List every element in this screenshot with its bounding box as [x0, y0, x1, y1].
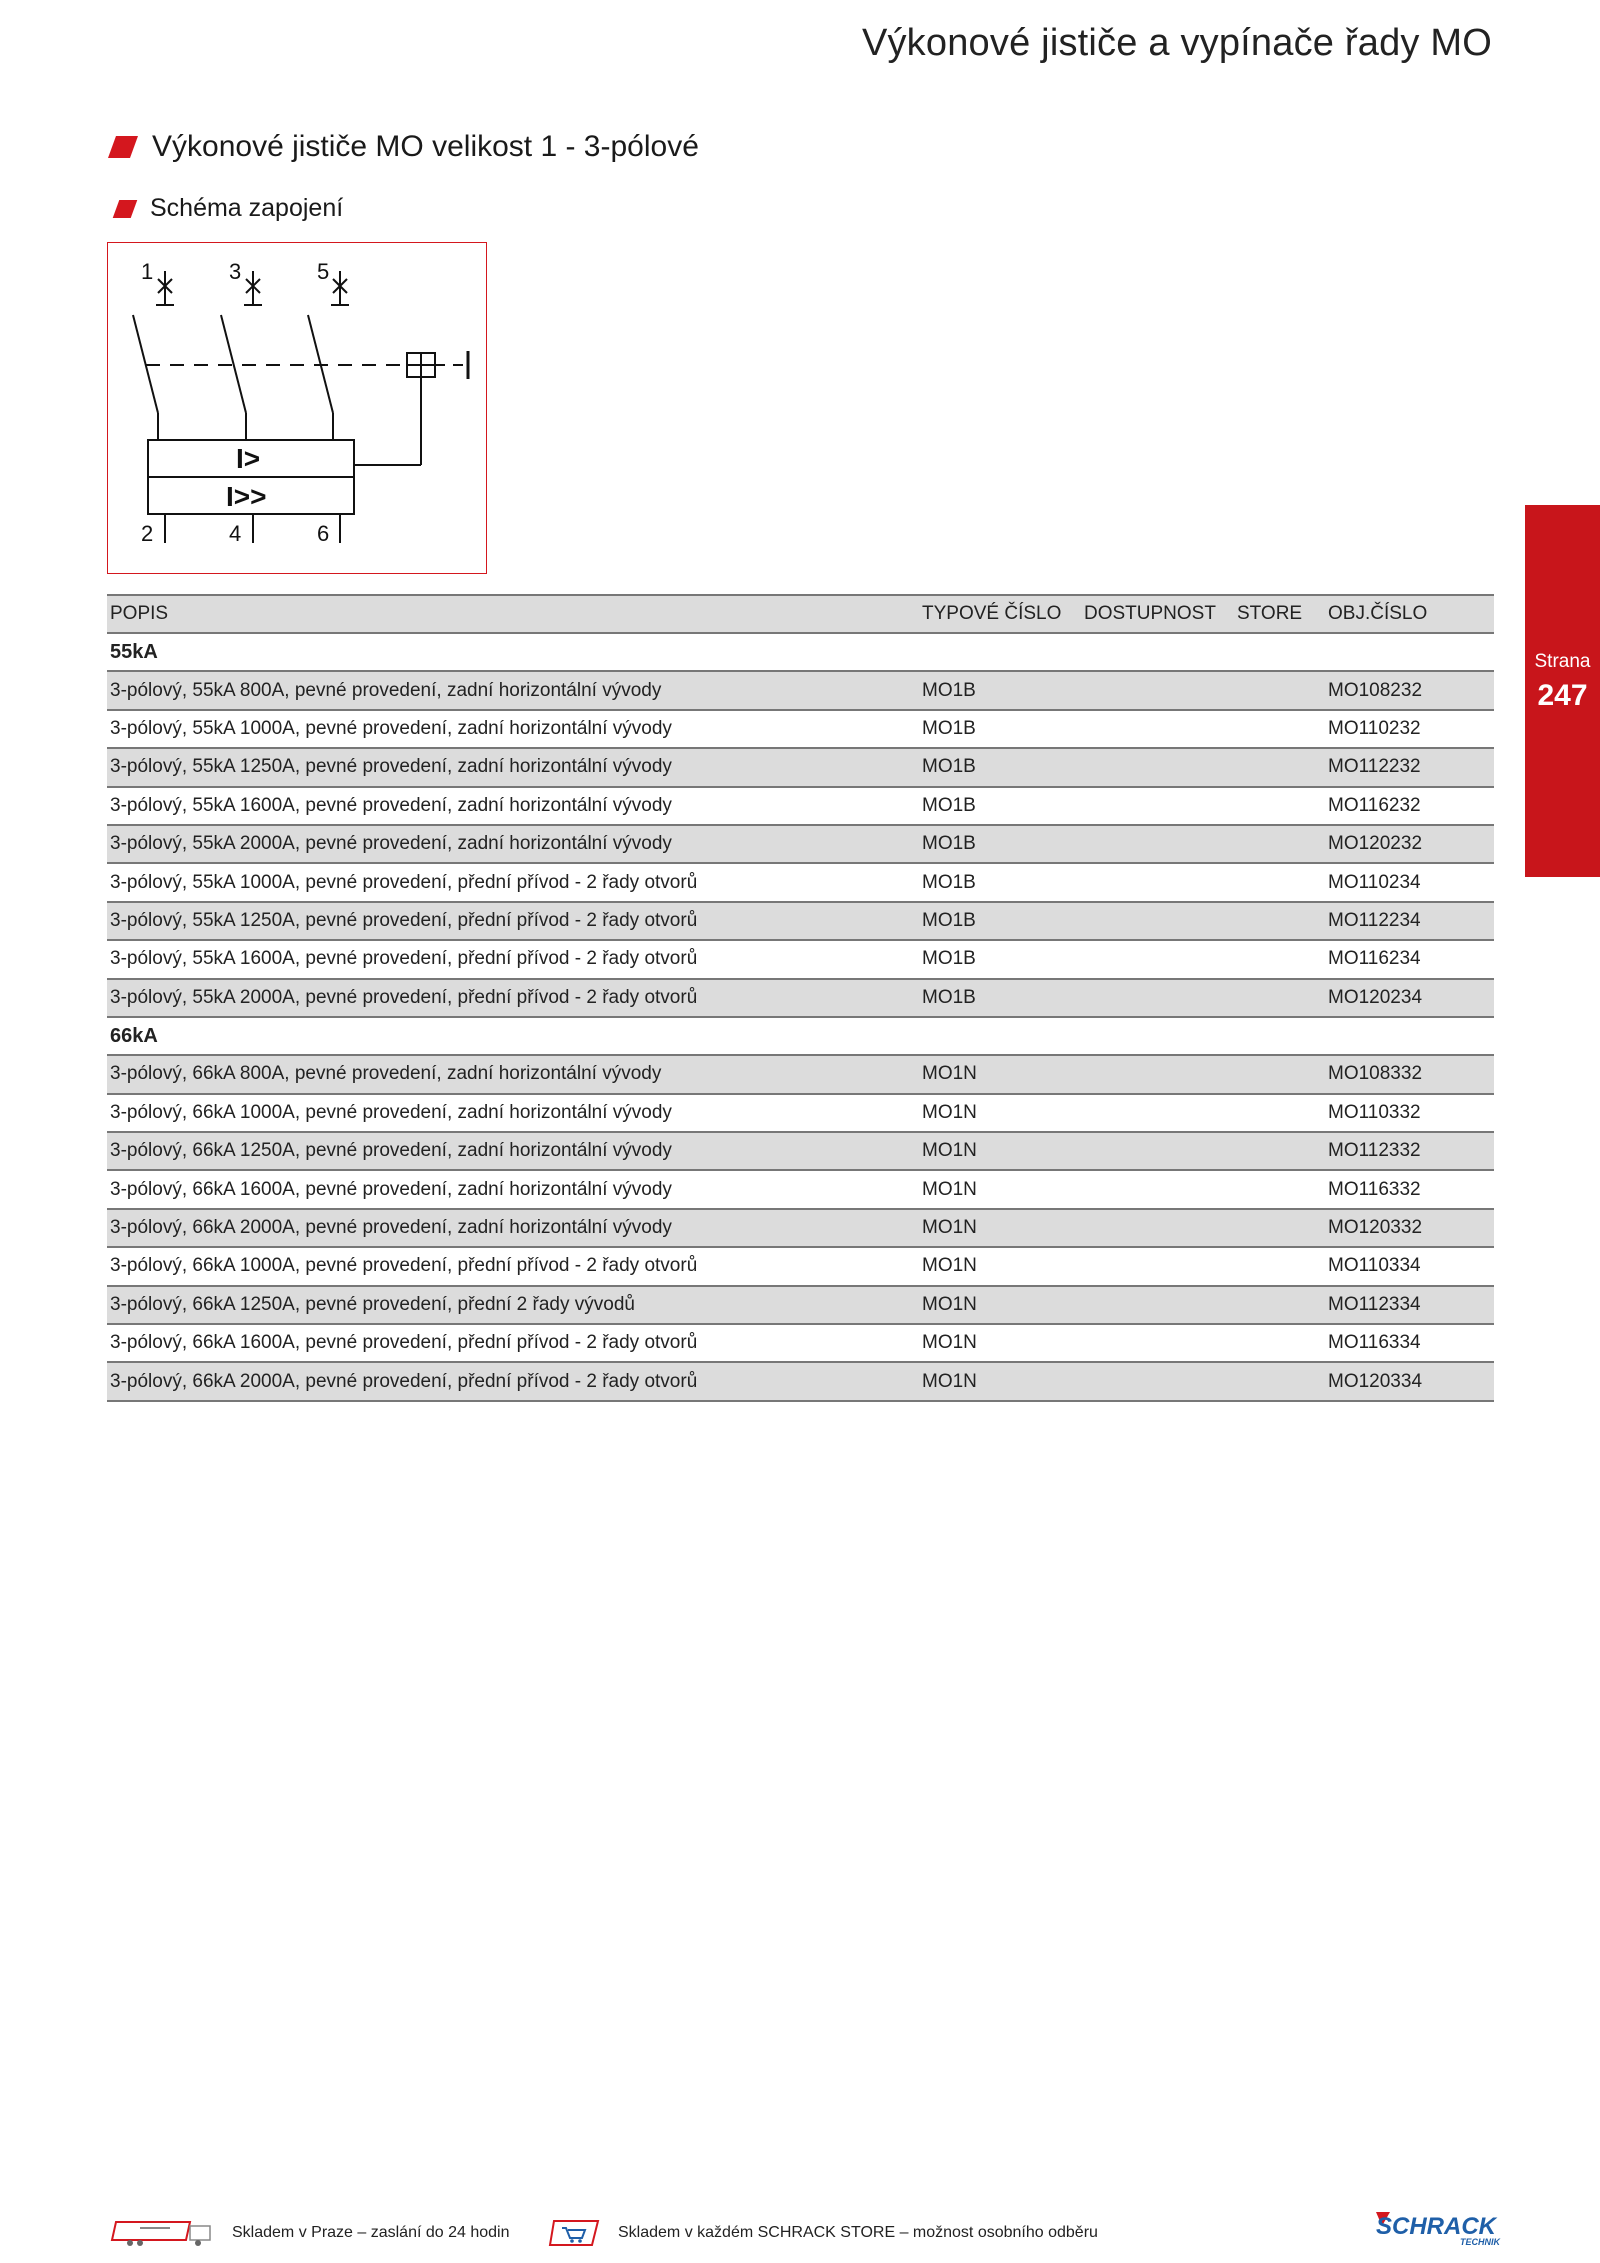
cell-store	[1234, 863, 1325, 901]
cell-typ: MO1N	[919, 1362, 1081, 1400]
table-row	[107, 710, 1494, 748]
terminal-label: 1	[141, 259, 154, 284]
table-row	[107, 1055, 1494, 1093]
terminal-label: 4	[229, 521, 242, 546]
cell-typ: MO1B	[919, 979, 1081, 1017]
cell-typ: MO1N	[919, 1324, 1081, 1362]
logo-subtext: TECHNIK	[1460, 2237, 1500, 2247]
cell-obj: MO112232	[1325, 748, 1494, 786]
cell-store	[1234, 1362, 1325, 1400]
group-label: 66kA	[107, 1017, 1494, 1055]
cell-obj: MO112334	[1325, 1286, 1494, 1324]
cell-store	[1234, 940, 1325, 978]
cell-store	[1234, 979, 1325, 1017]
cell-obj: MO120334	[1325, 1362, 1494, 1400]
page-tab-label: Strana	[1534, 651, 1591, 672]
table-row	[107, 1362, 1494, 1400]
cell-popis: 3-pólový, 66kA 1600A, pevné provedení, zadní horizontální vývody	[107, 1170, 919, 1208]
table-row	[107, 787, 1494, 825]
cell-obj: MO120234	[1325, 979, 1494, 1017]
table-row	[107, 1094, 1494, 1132]
cell-typ: MO1N	[919, 1170, 1081, 1208]
table-header-row	[107, 595, 1494, 633]
cell-dostupnost	[1081, 1286, 1234, 1324]
cell-obj: MO108232	[1325, 671, 1494, 709]
delivery-truck-icon	[110, 2218, 218, 2248]
product-table	[107, 594, 1494, 1402]
cell-obj: MO116334	[1325, 1324, 1494, 1362]
cell-obj: MO120332	[1325, 1209, 1494, 1247]
cell-dostupnost	[1081, 863, 1234, 901]
cell-obj: MO110334	[1325, 1247, 1494, 1285]
cell-popis: 3-pólový, 66kA 1000A, pevné provedení, zadní horizontální vývody	[107, 1094, 919, 1132]
table-row	[107, 902, 1494, 940]
cell-store	[1234, 710, 1325, 748]
cell-store	[1234, 787, 1325, 825]
cell-obj: MO116332	[1325, 1170, 1494, 1208]
footer	[0, 2210, 1600, 2250]
footer-store	[548, 2218, 1098, 2248]
cell-typ: MO1B	[919, 825, 1081, 863]
cell-obj: MO112332	[1325, 1132, 1494, 1170]
footer-delivery	[110, 2218, 510, 2248]
cell-popis: 3-pólový, 55kA 1250A, pevné provedení, zadní horizontální vývody	[107, 748, 919, 786]
cell-dostupnost	[1081, 748, 1234, 786]
cell-popis: 3-pólový, 55kA 1600A, pevné provedení, přední přívod - 2 řady otvorů	[107, 940, 919, 978]
cell-dostupnost	[1081, 787, 1234, 825]
footer-store-text: Skladem v každém SCHRACK STORE – možnost osobního odběru	[618, 2224, 1098, 2241]
cell-popis: 3-pólový, 66kA 800A, pevné provedení, zadní horizontální vývody	[107, 1055, 919, 1093]
red-marker-icon	[108, 136, 138, 158]
cell-dostupnost	[1081, 825, 1234, 863]
table-row	[107, 1324, 1494, 1362]
cell-typ: MO1B	[919, 940, 1081, 978]
column-header-obj-cislo: OBJ.ČÍSLO	[1325, 595, 1494, 633]
cell-popis: 3-pólový, 66kA 1000A, pevné provedení, přední přívod - 2 řady otvorů	[107, 1247, 919, 1285]
cell-popis: 3-pólový, 55kA 1600A, pevné provedení, zadní horizontální vývody	[107, 787, 919, 825]
cell-obj: MO110332	[1325, 1094, 1494, 1132]
page-number: 247	[1537, 679, 1588, 712]
schrack-logo-svg	[1368, 2208, 1508, 2248]
subsection-title: Schéma zapojení	[150, 194, 344, 222]
group-row	[107, 633, 1494, 671]
cell-dostupnost	[1081, 1324, 1234, 1362]
terminal-label: 5	[317, 259, 330, 284]
table-row	[107, 863, 1494, 901]
table-row	[107, 1170, 1494, 1208]
column-header-typove-cislo: TYPOVÉ ČÍSLO	[919, 595, 1081, 633]
wiring-diagram-svg	[108, 243, 485, 572]
cell-store	[1234, 748, 1325, 786]
subsection-heading	[116, 194, 343, 223]
cell-store	[1234, 1324, 1325, 1362]
table-row	[107, 748, 1494, 786]
cell-typ: MO1B	[919, 671, 1081, 709]
cell-typ: MO1N	[919, 1286, 1081, 1324]
cell-store	[1234, 1055, 1325, 1093]
cell-typ: MO1B	[919, 710, 1081, 748]
logo-text: SCHRACK	[1376, 2213, 1496, 2240]
schrack-logo	[1368, 2208, 1508, 2253]
table-row	[107, 1247, 1494, 1285]
table-row	[107, 825, 1494, 863]
cell-obj: MO110234	[1325, 863, 1494, 901]
table-row	[107, 979, 1494, 1017]
cell-dostupnost	[1081, 1132, 1234, 1170]
table-row	[107, 1209, 1494, 1247]
cell-dostupnost	[1081, 1094, 1234, 1132]
cell-store	[1234, 1286, 1325, 1324]
cell-typ: MO1B	[919, 748, 1081, 786]
cell-obj: MO108332	[1325, 1055, 1494, 1093]
cell-typ: MO1N	[919, 1247, 1081, 1285]
section-heading	[112, 130, 699, 164]
overload-trip-label: I>	[236, 443, 261, 474]
cell-obj: MO112234	[1325, 902, 1494, 940]
cell-obj: MO116232	[1325, 787, 1494, 825]
cell-typ: MO1N	[919, 1209, 1081, 1247]
cell-popis: 3-pólový, 55kA 1000A, pevné provedení, zadní horizontální vývody	[107, 710, 919, 748]
cell-dostupnost	[1081, 1247, 1234, 1285]
terminal-label: 3	[229, 259, 242, 284]
cell-obj: MO120232	[1325, 825, 1494, 863]
terminal-label: 2	[141, 521, 154, 546]
cell-popis: 3-pólový, 55kA 2000A, pevné provedení, přední přívod - 2 řady otvorů	[107, 979, 919, 1017]
cell-typ: MO1B	[919, 863, 1081, 901]
cell-popis: 3-pólový, 66kA 2000A, pevné provedení, zadní horizontální vývody	[107, 1209, 919, 1247]
cell-popis: 3-pólový, 55kA 1250A, pevné provedení, přední přívod - 2 řady otvorů	[107, 902, 919, 940]
cell-dostupnost	[1081, 1209, 1234, 1247]
cell-dostupnost	[1081, 671, 1234, 709]
cell-obj: MO116234	[1325, 940, 1494, 978]
terminal-label: 6	[317, 521, 330, 546]
section-title: Výkonové jističe MO velikost 1 - 3-pólové	[152, 130, 699, 163]
cell-store	[1234, 1209, 1325, 1247]
footer-delivery-text: Skladem v Praze – zaslání do 24 hodin	[232, 2224, 510, 2241]
table-row	[107, 671, 1494, 709]
cell-store	[1234, 1132, 1325, 1170]
cell-dostupnost	[1081, 940, 1234, 978]
shopping-cart-icon	[548, 2218, 604, 2248]
cell-dostupnost	[1081, 710, 1234, 748]
cell-dostupnost	[1081, 1055, 1234, 1093]
cell-popis: 3-pólový, 55kA 800A, pevné provedení, zadní horizontální vývody	[107, 671, 919, 709]
cell-dostupnost	[1081, 1170, 1234, 1208]
cell-popis: 3-pólový, 66kA 1600A, pevné provedení, přední přívod - 2 řady otvorů	[107, 1324, 919, 1362]
cell-popis: 3-pólový, 66kA 1250A, pevné provedení, přední 2 řady vývodů	[107, 1286, 919, 1324]
cell-store	[1234, 1170, 1325, 1208]
cell-dostupnost	[1081, 902, 1234, 940]
cell-typ: MO1B	[919, 787, 1081, 825]
cell-store	[1234, 825, 1325, 863]
cell-dostupnost	[1081, 979, 1234, 1017]
cell-typ: MO1N	[919, 1132, 1081, 1170]
group-label: 55kA	[107, 633, 1494, 671]
page-tab	[1525, 505, 1600, 877]
table-row	[107, 940, 1494, 978]
cell-popis: 3-pólový, 55kA 1000A, pevné provedení, přední přívod - 2 řady otvorů	[107, 863, 919, 901]
cell-store	[1234, 902, 1325, 940]
table-row	[107, 1286, 1494, 1324]
red-marker-icon	[113, 200, 138, 218]
column-header-store: STORE	[1234, 595, 1325, 633]
page-title: Výkonové jističe a vypínače řady MO	[861, 22, 1492, 64]
cell-store	[1234, 671, 1325, 709]
wiring-diagram	[107, 242, 487, 574]
cell-typ: MO1B	[919, 902, 1081, 940]
short-circuit-trip-label: I>>	[226, 481, 267, 512]
cell-popis: 3-pólový, 66kA 2000A, pevné provedení, přední přívod - 2 řady otvorů	[107, 1362, 919, 1400]
cell-typ: MO1N	[919, 1055, 1081, 1093]
cell-obj: MO110232	[1325, 710, 1494, 748]
column-header-popis: POPIS	[107, 595, 919, 633]
table-row	[107, 1132, 1494, 1170]
column-header-dostupnost: DOSTUPNOST	[1081, 595, 1234, 633]
cell-typ: MO1N	[919, 1094, 1081, 1132]
cell-store	[1234, 1094, 1325, 1132]
group-row	[107, 1017, 1494, 1055]
cell-popis: 3-pólový, 66kA 1250A, pevné provedení, zadní horizontální vývody	[107, 1132, 919, 1170]
cell-dostupnost	[1081, 1362, 1234, 1400]
cell-store	[1234, 1247, 1325, 1285]
cell-popis: 3-pólový, 55kA 2000A, pevné provedení, zadní horizontální vývody	[107, 825, 919, 863]
